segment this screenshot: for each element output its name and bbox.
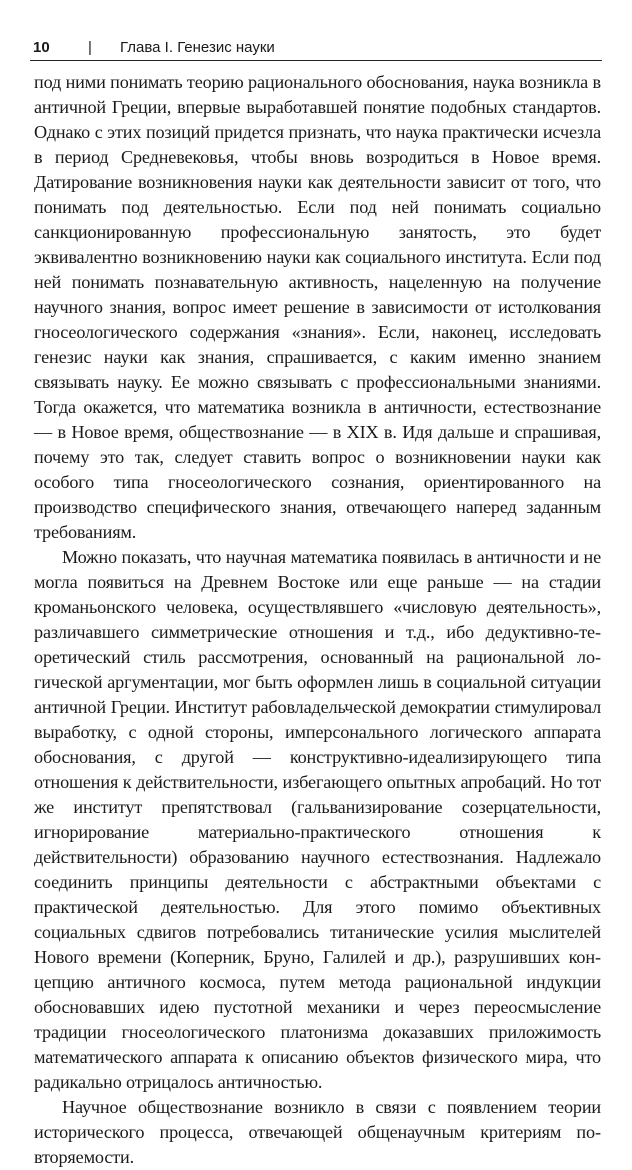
- header-separator: |: [88, 39, 92, 56]
- paragraph-2: Можно показать, что научная математика появилась в античности и не могла появиться на Древнем Востоке или еще раньше — на стадии кроманьонского человека, осуществлявшего «числовую деятельность», различавшего симметрические отношения и т.д., ибо дедуктивно-теоретический стиль рассмотрения, основанный на рациональной логической аргументации, мог быть оформлен лишь в социальной ситуации античной Греции. Институт рабовладельческой демократии стимулировал выработку, с одной стороны, имперсонального логического аппарата обоснования, с другой — конструктивно-идеализирующего типа отношения к действительности, избегающего опытных апробаций. Но тот же институт препятствовал (гальванизирование созерцательности, игнорирование материально-практического отношения к действительности) образованию научного естествознания. Надлежало соединить принципы деятельности с абстрактными объектами с практической деятельностью. Для этого помимо объективных социальных сдвигов потребовались титанические усилия мыслителей Нового времени (Коперник, Бруно, Галилей и др.), разрушивших концепцию античного космоса, путем метода рациональной индукции обосновавших идею пустотной механики и через переосмысление традиции гносеологического платонизма доказавших приложимость математического аппарата к описанию объектов физического мира, что радикально отрицалось античностью.: [34, 547, 601, 1092]
- paragraph-1: под ними понимать теорию рационального обоснования, наука возникла в античной Греции, впервые выработавшей понятие подобных стандартов. Однако с этих позиций придется признать, что наука практически исчезла в период Средневековья, чтобы вновь возродиться в Новое время. Датирование возникновения науки как деятельности зависит от того, что понимать под деятельностью. Если под ней понимать социально санкционированную профессиональную занятость, это будет эквивалентно возникновению науки как социального института. Если под ней понимать познавательную активность, нацеленную на получение научного знания, вопрос имеет решение в зависимости от истолкования гносеологического содержания «знания». Если, наконец, исследовать генезис науки как знания, спрашивается, с каким именно знанием связывать науку. Ее можно связывать с профессиональными знаниями. Тогда окажется, что математика возникла в античности, естествознание — в Новое время, обществознание — в XIX в. Идя дальше и спрашивая, почему это так, следует ставить вопрос о возникновении науки как особого типа гносеологического сознания, ориентированного на производство специфического знания, отвечающего наперед заданным требованиям.: [34, 72, 601, 542]
- paragraph-3: Научное обществознание возникло в связи с появлением теории исторического процесса, отвечающей общенаучным критериям повторяемости.: [34, 1097, 601, 1167]
- chapter-title: Глава I. Генезис науки: [120, 39, 275, 56]
- page-number: 10: [33, 39, 50, 56]
- running-header: [30, 36, 602, 61]
- body-text: [34, 70, 601, 1170]
